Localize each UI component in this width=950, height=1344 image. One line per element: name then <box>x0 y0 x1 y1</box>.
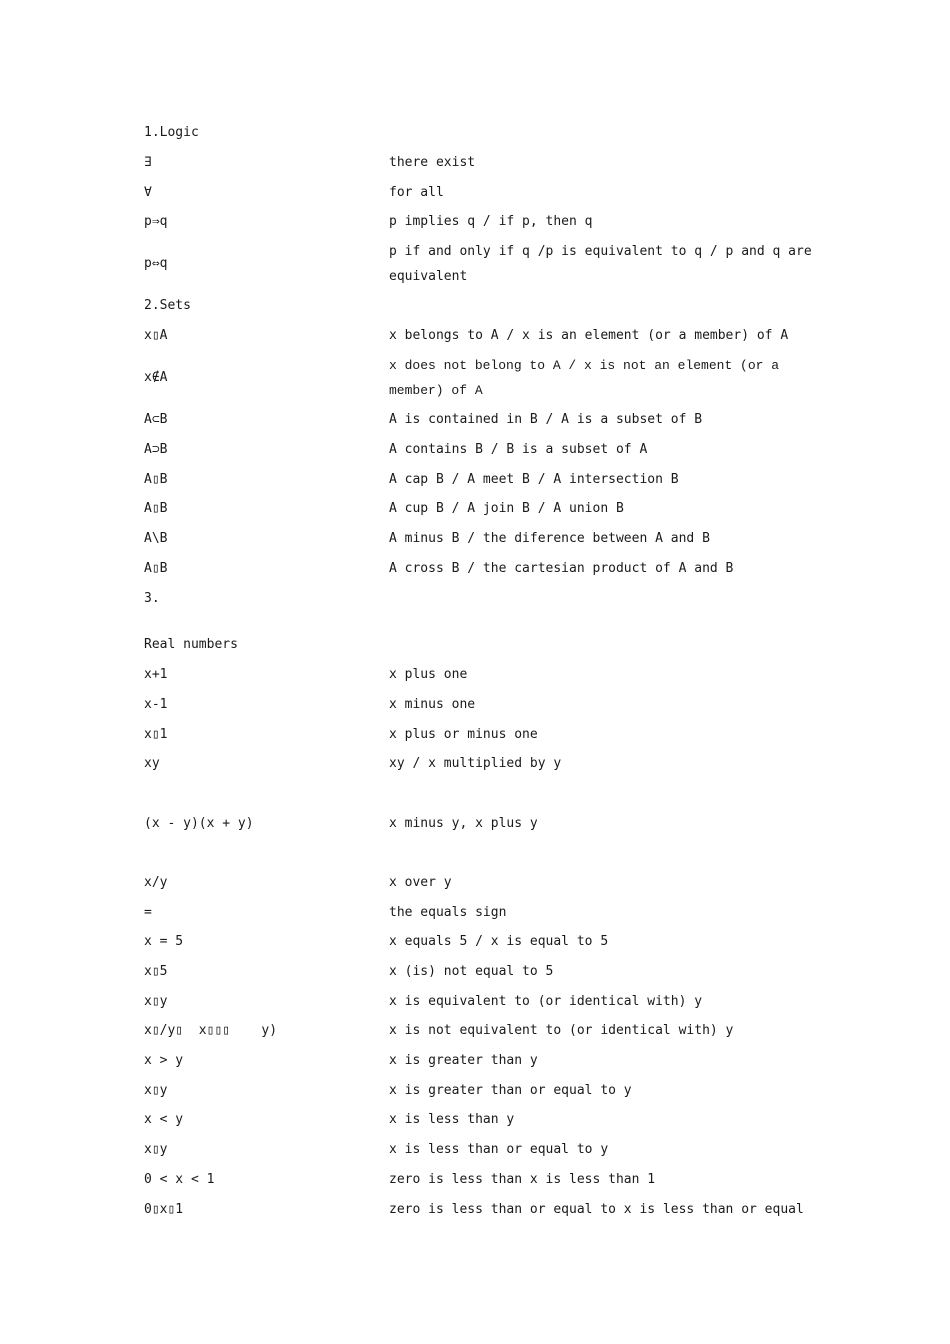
description: A cup B / A join B / A union B <box>389 501 624 516</box>
description: A minus B / the diference between A and B <box>389 531 710 546</box>
description: x equals 5 / x is equal to 5 <box>389 934 609 949</box>
symbol-x-minus-one: x-1 <box>144 697 168 712</box>
symbol-division: x/y <box>144 875 168 890</box>
description: x is less than or equal to y <box>389 1142 609 1157</box>
symbol-between: 0 < x < 1 <box>144 1172 215 1187</box>
symbol-intersection: A▯B <box>144 472 168 487</box>
symbol-equivalent: x▯y <box>144 994 168 1009</box>
symbol-union: A▯B <box>144 501 168 516</box>
description: p if and only if q /p is equivalent to q / p and q are equivalent <box>389 244 820 284</box>
description: A cap B / A meet B / A intersection B <box>389 472 679 487</box>
description: zero is less than x is less than 1 <box>389 1172 656 1187</box>
symbol-exists: ∃ <box>144 155 152 170</box>
symbol-implies: p⇒q <box>144 214 168 229</box>
symbol-between-inclusive: 0▯x▯1 <box>144 1202 184 1217</box>
symbol-plus-minus: x▯1 <box>144 727 168 742</box>
section-number: 3. <box>144 591 160 606</box>
description: xy / x multiplied by y <box>389 756 562 771</box>
description: there exist <box>389 155 476 170</box>
symbol-not-equivalent: x▯/y▯ x▯▯▯ y) <box>144 1023 278 1038</box>
symbol-not-equal: x▯5 <box>144 964 168 979</box>
symbol-less-than: x < y <box>144 1112 184 1127</box>
symbol-greater-equal: x▯y <box>144 1083 168 1098</box>
description: A is contained in B / A is a subset of B <box>389 412 703 427</box>
symbol-difference-sum: (x - y)(x + y) <box>144 816 254 831</box>
symbol-x-equals-5: x = 5 <box>144 934 184 949</box>
description: p implies q / if p, then q <box>389 214 593 229</box>
description: x is greater than y <box>389 1053 538 1068</box>
description: A contains B / B is a subset of A <box>389 442 648 457</box>
description: for all <box>389 185 444 200</box>
symbol-not-belongs: x∉A <box>144 370 168 385</box>
section-heading-real-numbers: Real numbers <box>144 637 238 652</box>
symbol-product: xy <box>144 756 160 771</box>
symbol-belongs: x▯A <box>144 328 168 343</box>
description: x is equivalent to (or identical with) y <box>389 994 703 1009</box>
description: x minus y, x plus y <box>389 816 538 831</box>
symbol-equals: = <box>144 905 152 920</box>
description: x does not belong to A / x is not an element (or a member) of A <box>389 358 787 398</box>
symbol-iff: p⇔q <box>144 256 168 271</box>
description: x is less than y <box>389 1112 515 1127</box>
symbol-x-plus-one: x+1 <box>144 667 168 682</box>
description: x is not equivalent to (or identical with) y <box>389 1023 734 1038</box>
symbol-less-equal: x▯y <box>144 1142 168 1157</box>
description: x (is) not equal to 5 <box>389 964 554 979</box>
description: the equals sign <box>389 905 507 920</box>
description: zero is less than or equal to x is less than or equal <box>389 1202 804 1217</box>
description: x over y <box>389 875 452 890</box>
symbol-set-minus: A\B <box>144 531 168 546</box>
description: x is greater than or equal to y <box>389 1083 632 1098</box>
description: x minus one <box>389 697 476 712</box>
symbol-subset: A⊂B <box>144 412 168 427</box>
section-heading-sets: 2.Sets <box>144 298 191 313</box>
section-heading-logic: 1.Logic <box>144 125 199 140</box>
description: A cross B / the cartesian product of A and B <box>389 561 734 576</box>
symbol-for-all: ∀ <box>144 185 152 200</box>
symbol-greater-than: x > y <box>144 1053 184 1068</box>
description: x plus or minus one <box>389 727 538 742</box>
description: x plus one <box>389 667 468 682</box>
symbol-cartesian: A▯B <box>144 561 168 576</box>
symbol-superset: A⊃B <box>144 442 168 457</box>
description: x belongs to A / x is an element (or a member) of A <box>389 328 789 343</box>
